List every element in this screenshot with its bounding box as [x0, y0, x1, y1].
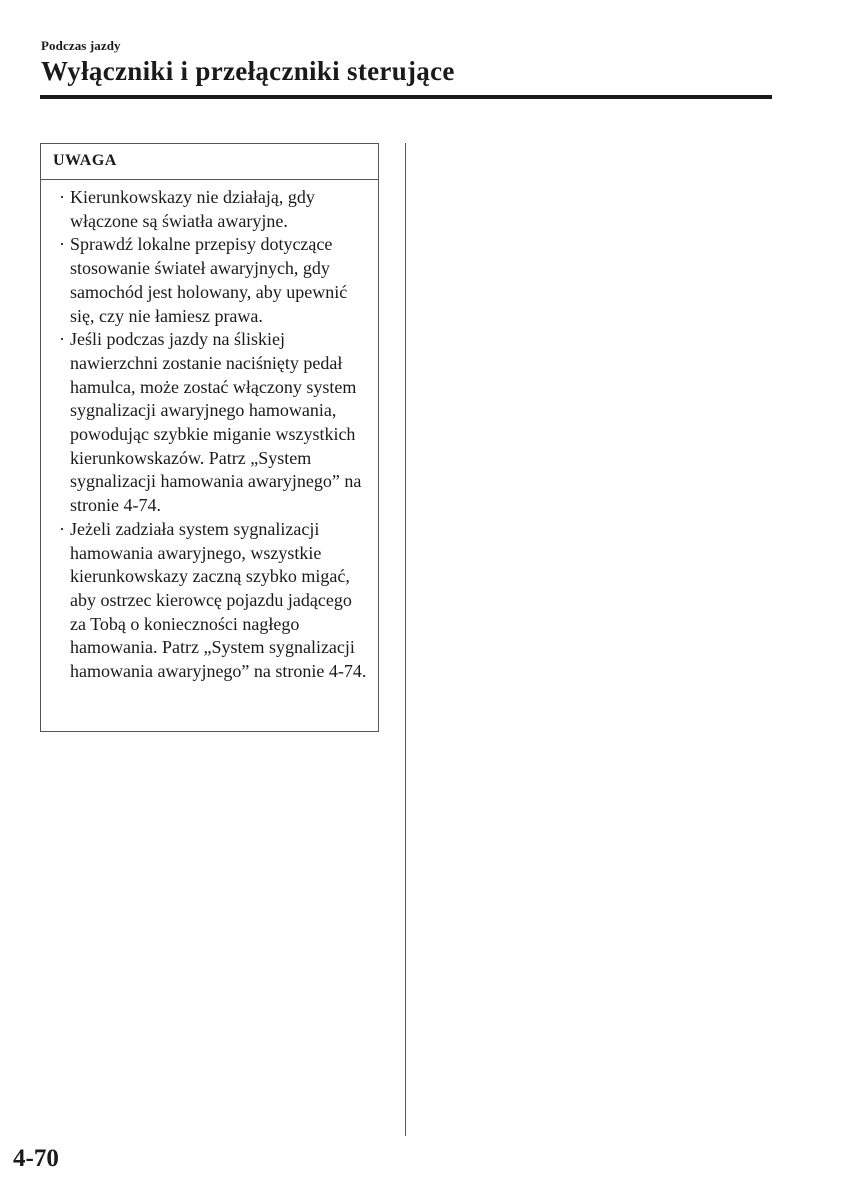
- bullet-icon: ·: [59, 234, 65, 255]
- caution-item: [41, 233, 378, 328]
- caution-item-text: Jeżeli zadziała system sygnalizacji hamowania awaryjnego, wszystkie kierunkowskazy zaczną szybko migać, aby ostrzec kierowcę pojazdu jadącego za Tobą o konieczności nagłego hamowania. Patrz „System sygnalizacji hamowania awaryjnego” na stronie 4-74.: [70, 518, 367, 682]
- column-divider: [405, 143, 406, 1136]
- bullet-icon: ·: [59, 187, 65, 207]
- caution-heading: UWAGA: [41, 144, 378, 180]
- page-title: Wyłączniki i przełączniki sterujące: [41, 56, 455, 86]
- caution-item: [41, 518, 378, 684]
- bullet-icon: ·: [59, 329, 65, 350]
- caution-box: [40, 143, 379, 732]
- page-number: 4-70: [13, 1145, 59, 1172]
- section-label: Podczas jazdy: [41, 38, 121, 53]
- caution-item-text: Jeśli podczas jazdy na śliskiej nawierzchni zostanie naciśnięty pedał hamulca, może zostać włączony system sygnalizacji awaryjnego hamowania, powodując szybkie miganie wszystkich kierunkowskazów. Patrz „System sygnalizacji hamowania awaryjnego” na stronie 4-74.: [70, 329, 362, 516]
- caution-item: [41, 186, 378, 233]
- caution-list: [41, 180, 378, 684]
- bullet-icon: ·: [59, 518, 65, 539]
- caution-item: [41, 328, 378, 518]
- title-rule: [40, 95, 772, 99]
- caution-item-text: Sprawdź lokalne przepisy dotyczące stosowanie świateł awaryjnych, gdy samochód jest holowany, aby upewnić się, czy nie łamiesz prawa.: [70, 234, 348, 326]
- caution-item-text: Kierunkowskazy nie działają, gdy włączone są światła awaryjne.: [70, 187, 315, 231]
